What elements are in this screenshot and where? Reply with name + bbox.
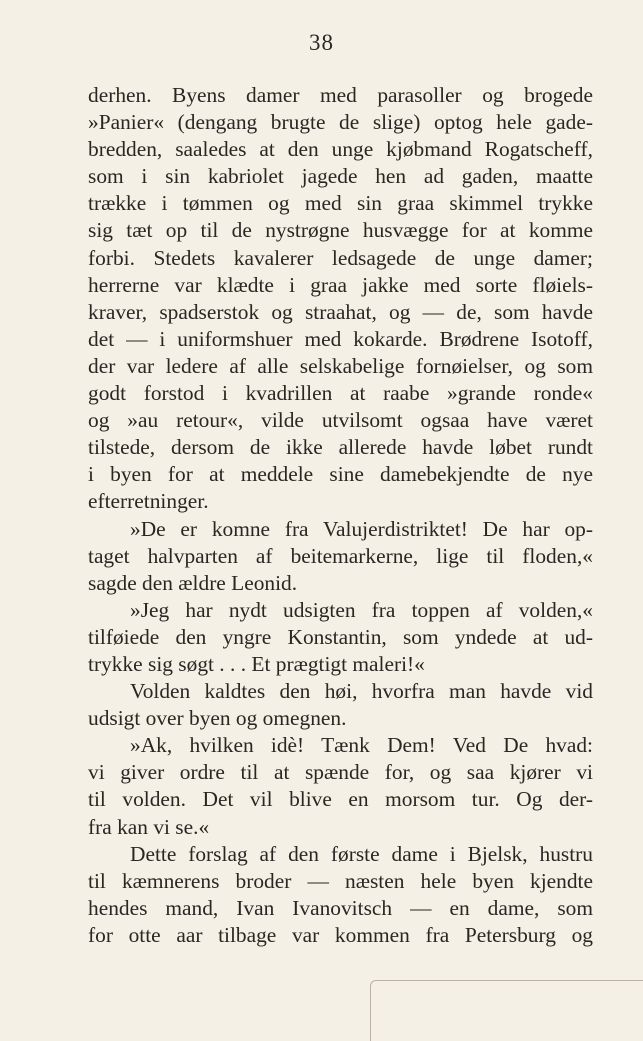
text-line: trække i tømmen og med sin graa skimmel trykke xyxy=(88,191,593,216)
text-line: hendes mand, Ivan Ivanovitsch — en dame, som xyxy=(88,895,593,920)
text-line: Volden kaldtes den høi, hvorfra man havde vid xyxy=(130,679,593,704)
text-line: »De er komne fra Valujerdistriktet! De har op- xyxy=(130,516,593,541)
text-line: tilstede, dersom de ikke allerede havde løbet rundt xyxy=(88,435,593,460)
text-line: til volden. Det vil blive en morsom tur. Og der- xyxy=(88,787,593,812)
text-line: for otte aar tilbage var kommen fra Petersburg og xyxy=(88,922,593,947)
text-line: trykke sig søgt . . . Et prægtigt maleri!« xyxy=(88,651,425,676)
text-line: udsigt over byen og omegnen. xyxy=(88,706,347,731)
body-text xyxy=(88,82,593,949)
text-line: godt forstod i kvadrillen at raabe »grande ronde« xyxy=(88,381,593,406)
text-line: »Panier« (dengang brugte de slige) optog hele gade- xyxy=(88,110,593,135)
text-line: fra kan vi se.« xyxy=(88,814,210,839)
text-line: sagde den ældre Leonid. xyxy=(88,570,298,595)
text-line: efterretninger. xyxy=(88,489,209,514)
text-line: til kæmnerens broder — næsten hele byen kjendte xyxy=(88,868,593,893)
text-line: som i sin kabriolet jagede hen ad gaden, maatte xyxy=(88,164,593,189)
text-line: og »au retour«, vilde utvilsomt ogsaa have været xyxy=(88,408,593,433)
page-corner-decoration xyxy=(370,980,643,1041)
text-line: kraver, spadserstok og straahat, og — de, som havde xyxy=(88,299,593,324)
text-line: derhen. Byens damer med parasoller og brogede xyxy=(88,83,593,107)
text-line: Dette forslag af den første dame i Bjelsk, hustru xyxy=(130,841,593,866)
text-line: taget halvparten af beitemarkerne, lige til floden,« xyxy=(88,543,593,568)
text-line: der var ledere af alle selskabelige fornøielser, og som xyxy=(88,353,593,378)
text-line: bredden, saaledes at den unge kjøbmand Rogatscheff, xyxy=(88,137,593,162)
text-line: »Ak, hvilken idè! Tænk Dem! Ved De hvad: xyxy=(130,733,593,758)
text-line: herrerne var klædte i graa jakke med sorte fløiels- xyxy=(88,272,593,297)
text-line: tilføiede den yngre Konstantin, som yndede at ud- xyxy=(88,624,593,649)
text-line: sig tæt op til de nystrøgne husvægge for at komme xyxy=(88,218,593,243)
text-line: det — i uniformshuer med kokarde. Brødrene Isotoff, xyxy=(88,326,593,351)
page-number: 38 xyxy=(309,30,334,55)
text-line: »Jeg har nydt udsigten fra toppen af volden,« xyxy=(130,597,593,622)
text-line: i byen for at meddele sine damebekjendte de nye xyxy=(88,462,593,487)
text-line: vi giver ordre til at spænde for, og saa kjører vi xyxy=(88,760,593,785)
text-line: forbi. Stedets kavalerer ledsagede de unge damer; xyxy=(88,245,593,270)
